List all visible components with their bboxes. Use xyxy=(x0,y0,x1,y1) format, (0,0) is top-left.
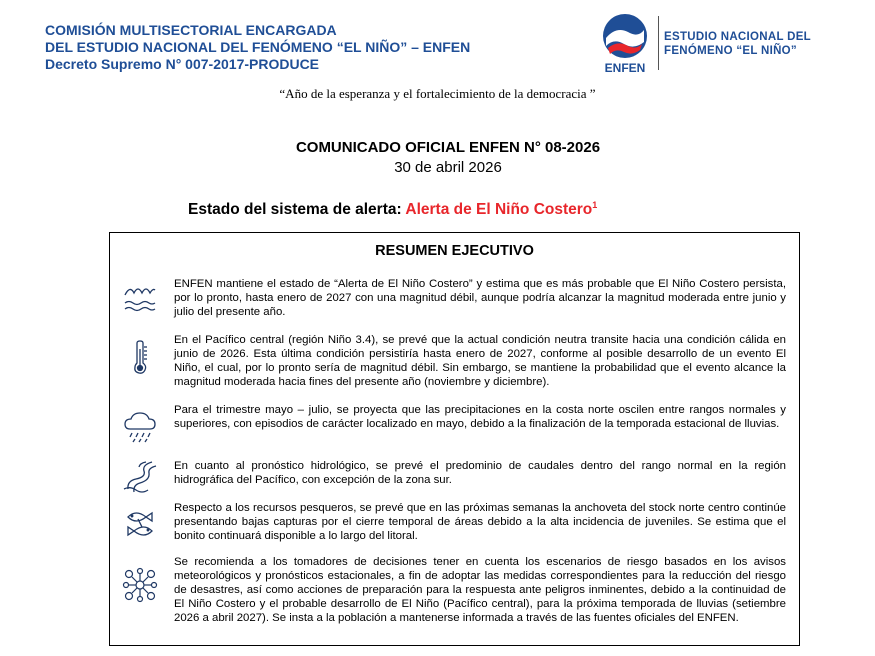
thermometer-icon xyxy=(122,339,158,375)
header-line-3: Decreto Supremo N° 007-2017-PRODUCE xyxy=(45,56,320,72)
river-icon xyxy=(122,459,158,495)
header-line-2: DEL ESTUDIO NACIONAL DEL FENÓMENO “EL NIÑO” – ENFEN xyxy=(45,39,471,55)
summary-item-text: Respecto a los recursos pesqueros, se prevé que en las próximas semanas la anchoveta del stock norte centro continúe presentando bajas capturas por el cierre temporal de áreas debido a la alta incidencia de juveniles. Se estima que el bonito continuará disponible a lo largo del litoral. xyxy=(174,502,786,542)
summary-title: RESUMEN EJECUTIVO xyxy=(375,243,534,259)
summary-item-text: En cuanto al pronóstico hidrológico, se prevé el predominio de caudales dentro del rango normal en la región hidrográfica del Pacífico, con excepción de la zona sur. xyxy=(174,460,786,486)
alert-value xyxy=(405,201,597,218)
logo-text xyxy=(664,30,811,58)
rain-cloud-icon xyxy=(122,409,158,445)
alert-value-text: Alerta de El Niño Costero xyxy=(405,201,593,219)
comunicado-date: 30 de abril 2026 xyxy=(394,159,502,176)
logo-text-line-2: FENÓMENO “EL NIÑO” xyxy=(664,45,797,57)
summary-item-text: ENFEN mantiene el estado de “Alerta de El Niño Costero” y estima que es más probable que El Niño Costero persista, por lo pronto, hasta enero de 2027 con una magnitud débil, aunque podría alcanzar la magnitud moderada entre junio y julio del presente año. xyxy=(174,278,786,318)
summary-item-text: Se recomienda a los tomadores de decisiones tener en cuenta los escenarios de riesgo basados en los avisos meteorológicos y pronósticos estacionales, a fin de adoptar las medidas correspondientes para la reducción del riesgo de desastres, así como acciones de preparación para la respuesta ante peligros inminentes, debido a la continuidad de El Niño Costero y el probable desarrollo de El Niño (Pacífico central), para la próxima temporada de lluvias (setiembre 2026 a abril 2027). Se insta a la población a mantenerse informada a través de las fuentes oficiales del ENFEN. xyxy=(174,556,786,624)
alert-label: Estado del sistema de alerta: xyxy=(188,201,406,219)
header-line-1: COMISIÓN MULTISECTORIAL ENCARGADA xyxy=(45,22,337,38)
enfen-logo xyxy=(598,12,858,76)
summary-item-text: En el Pacífico central (región Niño 3.4), se prevé que la actual condición neutra transite hacia una condición cálida en junio de 2026. Esta última condición persistiría hasta enero de 2027, conforme al posible desarrollo de un evento El Niño, el cual, por lo pronto sería de magnitud débil. Sin embargo, se mantiene la probabilidad que el evento alcance la magnitud moderada hacia fines del presente año (noviembre y diciembre). xyxy=(174,334,786,388)
alert-footnote: 1 xyxy=(592,200,598,210)
logo-text-line-1: ESTUDIO NACIONAL DEL xyxy=(664,31,811,43)
enfen-globe-icon xyxy=(598,12,652,74)
logo-acronym: ENFEN xyxy=(604,61,646,74)
executive-summary-box xyxy=(109,232,800,646)
network-people-icon xyxy=(122,567,158,603)
year-motto: “Año de la esperanza y el fortalecimiento de la democracia ” xyxy=(279,86,596,101)
summary-item-text: Para el trimestre mayo – julio, se proyecta que las precipitaciones en la costa norte oscilen entre rangos normales y superiores, con episodios de carácter localizado en mayo, debido a la finalización de la temporada estacional de lluvias. xyxy=(174,404,786,430)
waves-icon xyxy=(122,281,158,317)
alert-status xyxy=(188,200,597,219)
commission-header xyxy=(45,22,470,73)
fish-icon xyxy=(122,505,158,541)
comunicado-title: COMUNICADO OFICIAL ENFEN N° 08-2026 xyxy=(295,139,601,156)
logo-divider xyxy=(658,16,659,70)
